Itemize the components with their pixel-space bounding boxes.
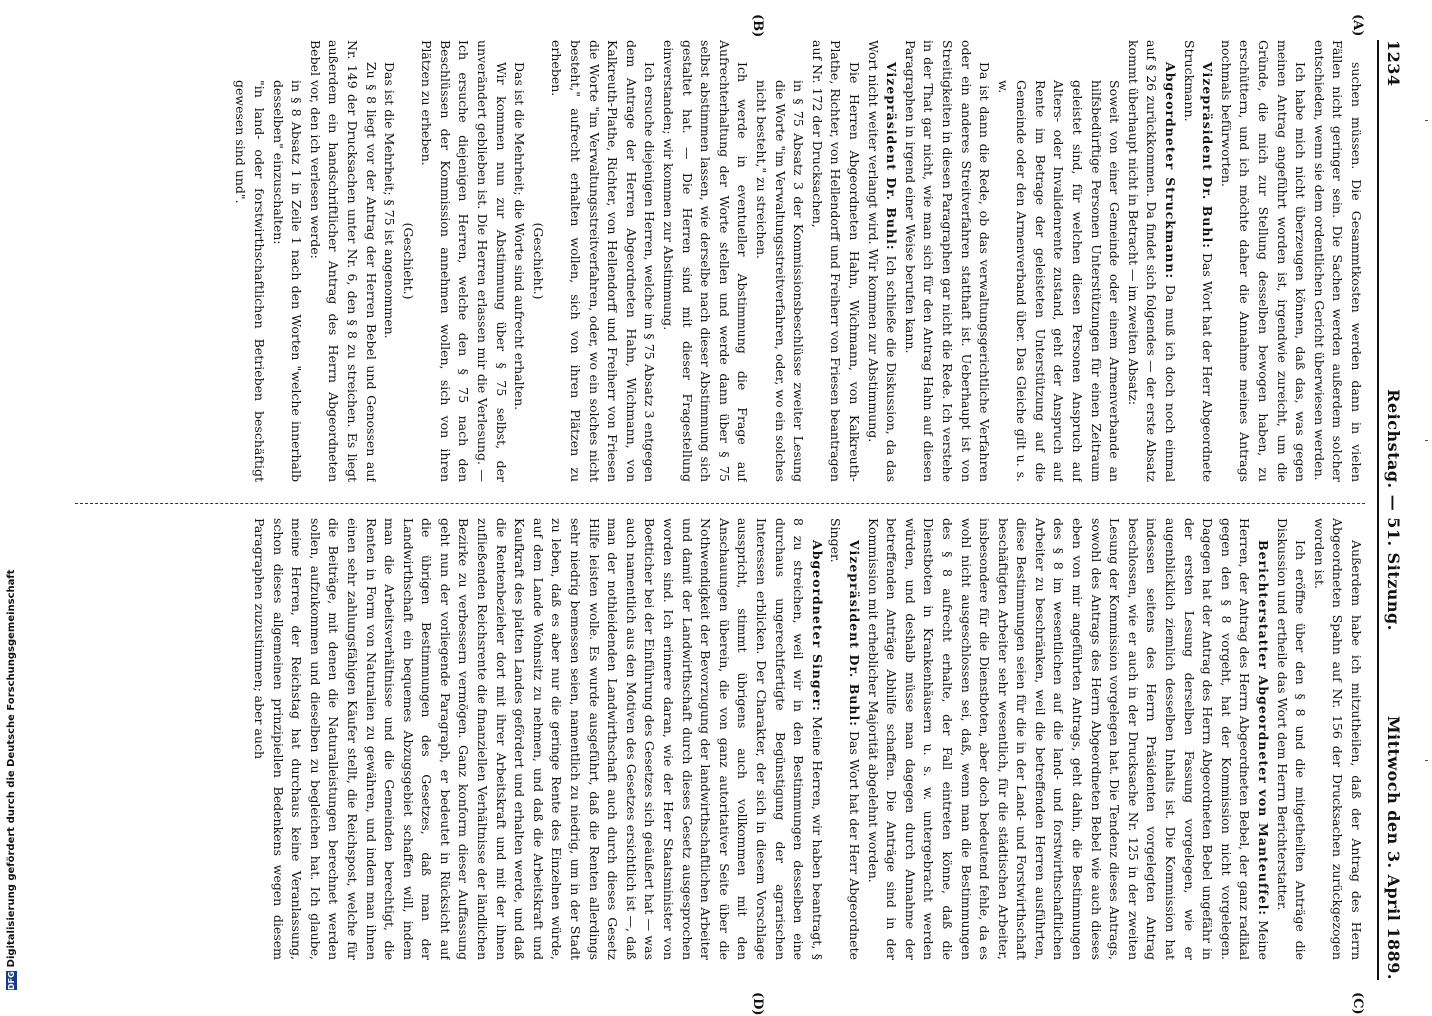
paragraph-text: Da muß ich doch noch einmal auf § 26 zurückkommen. Da findet sich folgendes — der erste Absatz kommt überhaupt nicht in Betracht — im zweiten Absatz: (1125, 40, 1179, 482)
quoted-text (231, 40, 268, 482)
speaker-name: Abgeordneter Struckmann: (1163, 62, 1179, 280)
right-column (70, 518, 1365, 960)
paragraph-text: Das Wort hat der Herr Abgeordnete Struckmann. (1181, 40, 1216, 482)
document-page (60, 14, 1405, 1016)
session-date: Mittwoch den 3. April 1889. (1384, 715, 1403, 980)
left-column (70, 40, 1365, 482)
paragraph-text: Zu § 8 liegt vor der Antrag der Herren Bebel und Genossen auf Nr. 149 der Drucksachen unter Nr. 6, den § 8 zu streichen. Es liegt außerdem ein handschriftlicher Antrag des Herrn Abgeordneten Bebel vor, den ich verlesen werde: (307, 40, 379, 482)
paragraph-text: "in land- oder forstwirthschaftlichen Betrieben beschäftigt gewesen sind und". (233, 80, 267, 482)
paragraph (1309, 518, 1365, 960)
stage-direction (528, 40, 547, 482)
dfg-logo: DFG (6, 971, 16, 990)
stage-direction (398, 40, 417, 482)
edge-tick (1425, 440, 1428, 441)
speaker-name: Vizepräsident Dr. Buhl: (884, 62, 900, 251)
quoted-text (751, 40, 807, 482)
paragraph-text: Ich schließe die Diskussion, da das Wort nicht weiter verlangt wird. Wir kommen zur Abstimmung. (865, 40, 900, 482)
paragraph (547, 40, 659, 482)
paragraph-text: Das ist die Mehrheit; die Worte sind aufrecht erhalten. (512, 62, 528, 411)
paragraph (1272, 518, 1309, 960)
paragraph (1216, 40, 1309, 482)
edge-tick (1425, 760, 1428, 761)
margin-mark-a: (A) (1350, 14, 1365, 37)
paragraph-text: Außerdem habe ich mitzutheilen, daß der Antrag des Herrn Abgeordneten Spahn auf Nr. 156 der Drucksachen zurückgezogen worden ist. (1311, 518, 1364, 960)
paragraph (900, 40, 993, 482)
paragraph-text: Soweit von einer Gemeinde oder einem Armenverbande an hilfsbedürftige Personen Unterstützungen für einen Zeitraum geleistet sind, für welchen diesen Personen Anspruch auf Alters- oder Invalidenrente zustand, geht der Anspruch auf Rente im Betrage der geleisteten Unterstützung auf die Gemeinde oder den Armenverband über. Das Gleiche gilt u. s. w. (995, 80, 1123, 482)
paragraph-text: Das Wort hat der Herr Abgeordnete Singer. (828, 518, 862, 960)
column-divider (75, 503, 1365, 504)
paragraph-text: Die Herren Abgeordneten Hahn, Wichmann, von Kalkreuth-Plathe, Richter, von Hellendorff und Freiherr von Friesen beantragen auf Nr. 172 der Drucksachen, (809, 40, 862, 482)
speaker-name: Vizepräsident Dr. Buhl: (1200, 62, 1216, 249)
paragraph (1309, 40, 1365, 482)
page-header (1377, 40, 1405, 980)
speaker-name: Abgeordneter Singer: (809, 540, 825, 712)
paragraph-text: suchen müssen. Die Gesammtkosten werden dann in vielen Fällen nicht geringer sein. Die Sachen werden außerdem solcher entschieden, wenn sie dem ordentlichen Gericht überwiesen werden. (1311, 40, 1364, 482)
margin-mark-c: (C) (1350, 992, 1365, 1015)
paragraph (510, 40, 529, 482)
quoted-text (268, 40, 305, 482)
paragraph-text: Wir kommen nun zur Abstimmung über § 75 selbst, der unverändert geblieben ist. Die Herren erlassen mir die Verlesung. — Ich ersuche diejenigen Herren, welche den § 75 nach den Beschlüssen der Kommission annehmen wollen, sich von ihren Plätzen zu erheben. (419, 40, 509, 482)
page-title: Reichstag. — 51. Sitzung. (1384, 389, 1403, 631)
paragraph-text: Meine Herren, der Antrag des Herrn Abgeordneten Bebel, der ganz radikal gegen den § 8 vorgeht, hat der Kommission nicht vorgelegen. Dagegen hat der Antrag des Herrn Abgeordneten Bebel ungefähr in der ersten Lesung derselben Fassung vorgelegen, wie er augenblicklich ziemlich desselben Inhalts ist. Die Kommission hat indessen seitens des Herrn Präsidenten vorgelegten Antrag beschlossen, wie er auch in der Drucksache Nr. 125 in der zweiten Lesung der Kommission vorgelegen hat. Die Tendenz dieses Antrags, sowohl des Antrags des Herrn Abgeordneten Bebel wie auch dieses eben von mir angeführten Antrags, geht dahin, die Bestimmungen des § 8 im wesentlichen auf die land- und forstwirthschaftlichen Arbeiter zu beschränken, weil die betreffenden Herren ausführten, diese Bestimmungen seien für die in der Land- und Forstwirthschaft beschäftigten Arbeiter sehr wesentlich, für die städtischen Arbeiter, insbesondere für die Dienstboten, aber doch bedeutend fehle, da es wohl nicht ausgeschlossen sei, daß, wenn man die Bestimmungen des § 8 aufrecht erhalte, der Fall eintreten könne, daß die Dienstboten in Krankenhäusern u. s. w. untergebracht werden würden, und deshalb müsse man dagegen durch Annahme der betreffenden Anträge Abhilfe schaffen. Die Anträge sind in der Kommission mit erheblicher Majorität abgelehnt worden. (865, 518, 1272, 960)
paragraph-text: Ich habe mich nicht überzeugen können, daß das, was gegen meinen Antrag angeführt worden ist, irgendwie zureicht, um die Gründe, die mich zur Stellung desselben bewogen haben, zu erschüttern, und ich möchte daher die Annahme meines Antrags nochmals befürworten. (1218, 40, 1309, 482)
paragraph (305, 40, 379, 482)
paragraph-text: Ich eröffne über den § 8 und die mitgetheilten Anträge die Diskussion und ertheile das Wort dem Herrn Berichterstatter. (1274, 518, 1309, 960)
speech-paragraph (1123, 40, 1179, 482)
speech-paragraph (863, 518, 1272, 960)
speaker-name: Berichterstatter Abgeordneter von Manteuffel: (1256, 540, 1272, 916)
paragraph (658, 40, 751, 482)
speaker-name: Vizepräsident Dr. Buhl: (846, 540, 862, 727)
speech-paragraph (1179, 40, 1216, 482)
paragraph-text: Das ist die Mehrheit; § 75 ist angenommen. (382, 62, 398, 339)
paragraph-text: Ich ersuche diejenigen Herren, welche im § 75 Absatz 3 entgegen dem Antrage der Herren Abgeordneten Hahn, Wichmann, von Kalkreuth-Plathe, Richter, von Hellendorff und Freiherr von Friesen die Worte "im Verwaltungsstreitverfahren, oder, wo ein solches nicht besteht," aufrecht erhalten wollen, sich von ihren Plätzen zu erheben. (549, 40, 658, 482)
speech-paragraph (826, 518, 863, 960)
paragraph-text: in § 8 Absatz 1 in Zeile 1 nach den Worten "welche innerhalb desselben" einzuschalten: (270, 80, 305, 482)
speech-paragraph (249, 518, 825, 960)
quoted-text (993, 40, 1123, 482)
paragraph (807, 40, 863, 482)
paragraph-text: Da ist dann die Rede, ob das verwaltungsgerichtliche Verfahren oder ein anderes Streitverfahren statthaft ist. Ueberhaupt ist von Streitigkeiten in diesen Paragraphen gar nicht die Rede. Ich verstehe in der That gar nicht, wie man sich für den Antrag Hahn auf diesen Paragraphen in irgend einer Weise berufen kann. (902, 40, 993, 482)
margin-mark-b: (B) (750, 14, 765, 38)
speech-paragraph (863, 40, 900, 482)
paragraph-text: Ich werde in eventueller Abstimmung die Frage auf Aufrechterhaltung der Worte stellen und werde dann über § 75 selbst abstimmen lassen, wie derselbe nach dieser Abstimmung sich gestaltet hat. — Die Herren sind mit dieser Fragestellung einverstanden; wir kommen zur Abstimmung. (661, 40, 751, 482)
paragraph-text: (Geschieht.) (530, 222, 546, 300)
edge-tick (1425, 120, 1428, 121)
paragraph (417, 40, 510, 482)
paragraph-text: in § 75 Absatz 3 der Kommissionsbeschlüsse zweiter Lesung die Worte "im Verwaltungsstreitverfahren, oder, wo ein solches nicht besteht," zu streichen. (754, 80, 807, 482)
margin-mark-d: (D) (750, 992, 765, 1016)
paragraph-text: Meine Herren, wir haben beantragt, § 8 zu streichen, weil wir in den Bestimmungen desselben eine durchaus ungerechtfertigte Begünstigung der agrarischen Interessen erblicken. Der Charakter, der sich in diesem Vorschlage ausspricht, stimmt übrigens auch vollkommen mit den Anschauungen überein, die von ganz autoritativer Seite über die Nothwendigkeit der Bevorzugung der landwirthschaftlichen Arbeiter und damit der Landwirthschaft durch dieses Gesetz ausgesprochen worden sind. Ich erinnere daran, wie der Herr Staatsminister von Boetticher bei der Einführung des Gesetzes sich geäußert hat — was auch namentlich aus den Motiven des Gesetzes ersichtlich ist —, daß man der nothleidenden Landwirthschaft auch durch dieses Gesetz Hilfe leisten wolle. Es wurde ausgeführt, daß die Renten allerdings sehr niedrig bemessen seien, namentlich zu niedrig, um in der Stadt zu leben, daß es aber nur die geringe Rente des Einzelnen würde, auf dem Lande Wohnsitz zu nehmen, und daß die Arbeitskraft und Kaufkraft des platten Landes gefördert und erhalten werde, und daß die Rentenbezieher dort mit ihrer Arbeitskraft und mit der ihnen zufließenden Reichsrente die finanziellen Verhältnisse der ländlichen Bezirke zu verbessern vermögen. Ganz konform dieser Auffassung geht nun der vorliegende Paragraph, er bedeutet in Rücksicht auf die übrigen Bestimmungen des Gesetzes, daß man der Landwirthschaft ein bequemes Abzugsgebiet schaffen will, indem man die Arbeitsverhältnisse und die Gemeinden berechtigt, die Renten in Form von Naturalien zu gewähren, und indem man ihnen einen sehr zahlungsfähigen Käufer stellt, die Reichspost, welche für die Beiträge, mit denen die Naturalleistungen berechnet werden sollen, aufzukommen und dieselben zu begleichen hat. Ich glaube, meine Herren, der Reichstag hat durchaus keine Veranlassung, schon dieses allgemeinen prinzipiellen Bedenkens wegen diesem Paragraphen zuzustimmen; aber auch (251, 518, 825, 960)
digitization-footer (4, 570, 18, 990)
paragraph (380, 40, 399, 482)
page-number: 1234 (1384, 40, 1403, 87)
footer-text: Digitalisierung gefördert durch die Deutsche Forschungsgemeinschaft (5, 569, 17, 968)
paragraph-text: (Geschieht.) (400, 222, 416, 300)
